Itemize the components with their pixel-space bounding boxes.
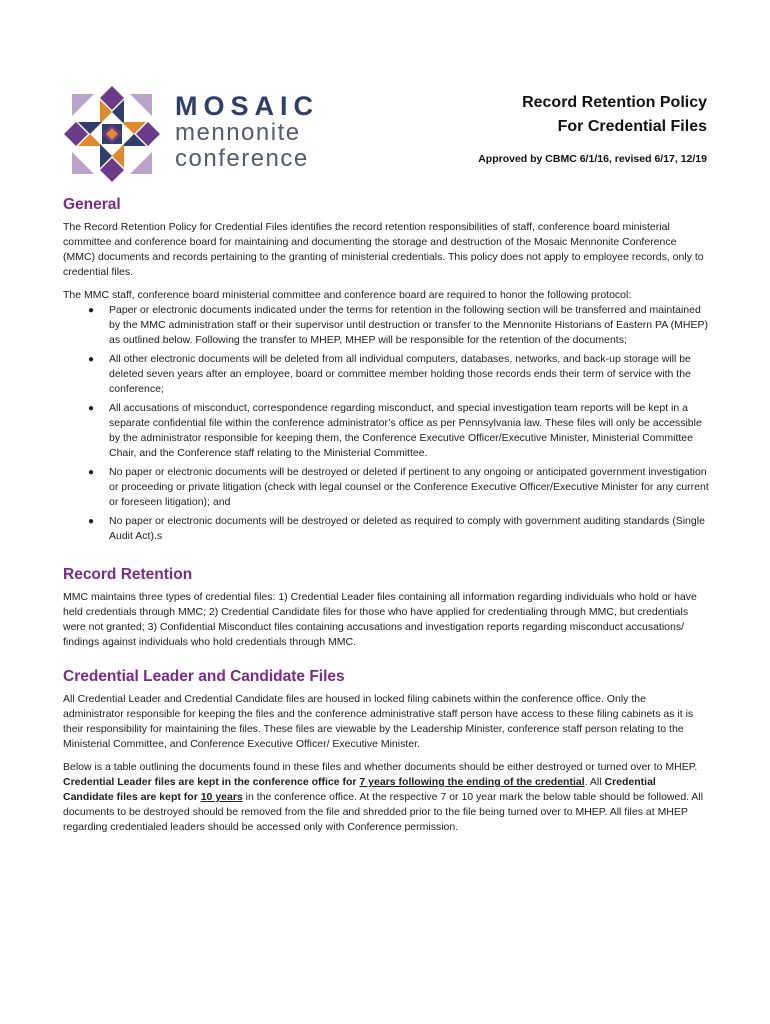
general-paragraph-2: The MMC staff, conference board ministerial committee and conference board are required to honor the following protocol: <box>63 289 632 301</box>
mosaic-star-logo-icon <box>64 86 160 182</box>
list-item-text: All accusations of misconduct, correspondence regarding misconduct, and special investigation team reports will be kept in a separate confidential file within the conference administrator’s office as per Pennsylvania law. These files will only be accessible by the administrator responsible for keeping them, the Conference Executive Officer/Executive Minister, Ministerial Committee Chair, and the Conference staff relating to the Ministerial Committee. <box>109 402 702 459</box>
section-heading-record-retention: Record Retention <box>63 566 193 583</box>
text-run: Below is a table outlining the documents found in these files and whether documents should be either destroyed or turned over to MHEP. <box>63 761 698 773</box>
bullet-icon: ● <box>88 354 95 365</box>
document-title-line2: For Credential Files <box>557 118 707 135</box>
logo-wordmark-line2: mennonite <box>175 119 301 146</box>
text-run: . All <box>584 776 605 788</box>
list-item <box>63 401 709 461</box>
section-heading-general: General <box>63 196 121 213</box>
record-retention-paragraph: MMC maintains three types of credential files: 1) Credential Leader files containing all information regarding individuals who hold or have held credentials through MMC; 2) Credential Candidate files for those who have applied for credentialing through MMC, but credentials were not granted; 3) Confidential Misconduct files containing accusations and investigation reports regarding misconduct accusations/ findings against individuals who hold credentials through MMC. <box>63 591 697 648</box>
list-item-text: No paper or electronic documents will be destroyed or deleted if pertinent to any ongoing or anticipated government investigation or proceeding or private litigation (check with legal counsel or the Conference Executive Officer/Executive Minister for any current or foreseen litigation); and <box>109 466 709 508</box>
document-title-block <box>478 91 707 165</box>
bold-underlined-text-run: 7 years following the ending of the <box>359 776 536 788</box>
list-item <box>63 303 709 348</box>
general-paragraph-1: The Record Retention Policy for Credential Files identifies the record retention responsibilities of staff, conference board ministerial committee and conference board for maintaining and documenting the storage and destruction of the Mosaic Mennonite Conference (MMC) documents and records pertaining to the granting of ministerial credentials. This policy does not apply to employee records, only to credential files. <box>63 221 704 278</box>
list-item <box>63 514 709 544</box>
bullet-icon: ● <box>88 305 95 316</box>
bold-underlined-text-run: credential <box>535 776 585 788</box>
credential-files-paragraph-2 <box>63 760 709 835</box>
logo-wordmark-line1: MOSAIC <box>175 91 319 121</box>
bullet-icon: ● <box>88 467 95 478</box>
section-heading-credential-files: Credential Leader and Candidate Files <box>63 668 345 685</box>
list-item-text: Paper or electronic documents indicated under the terms for retention in the following section will be transferred and maintained by the MMC administration staff or their supervisor until destruction or transfer to the Mennonite Historians of Eastern PA (MHEP) as outlined below. Following the transfer to MHEP, MHEP will be responsible for the retention of the documents; <box>109 304 708 346</box>
logo-wordmark-line3: conference <box>175 145 309 172</box>
list-item-text: No paper or electronic documents will be destroyed or deleted as required to comply with government auditing standards (Single Audit Act).s <box>109 515 705 542</box>
document-title-line1: Record Retention Policy <box>522 94 707 111</box>
credential-files-paragraph-1: All Credential Leader and Credential Candidate files are housed in locked filing cabinets within the conference office. Only the administrator responsible for keeping the files and the conference administrative staff person have access to these filing cabinets as it is their responsibility for maintaining the files. These files are viewable by the Leadership Minister, conference staff person relating to the Ministerial Committee, and Conference Executive Officer/ Executive Minister. <box>63 693 694 750</box>
list-item <box>63 352 709 397</box>
protocol-list <box>63 303 709 544</box>
bullet-icon: ● <box>88 516 95 527</box>
list-item <box>63 465 709 510</box>
text-run: in the conference office. At the respective 7 or 10 year mark the below table should be followed. All documents to be destroyed should be removed from the file and shredded prior to the file being turned over to MHEP. All files at MHEP regarding credentialed leaders should be accessed only with Conference permission. <box>63 791 704 833</box>
logo-wordmark <box>175 92 319 172</box>
document-body <box>63 194 709 835</box>
bold-text-run: Credential Candidate files are kept for <box>63 776 656 803</box>
list-item-text: All other electronic documents will be deleted from all individual computers, databases, networks, and back-up storage will be deleted seven years after an employee, board or committee member holding those records ends their term of service with the conference; <box>109 353 691 395</box>
bullet-icon: ● <box>88 403 95 414</box>
approval-note: Approved by CBMC 6/1/16, revised 6/17, 12/19 <box>478 153 707 165</box>
bold-text-run: Credential Leader files are kept in the conference office for <box>63 776 360 788</box>
bold-underlined-text-run: 10 years <box>200 791 243 803</box>
